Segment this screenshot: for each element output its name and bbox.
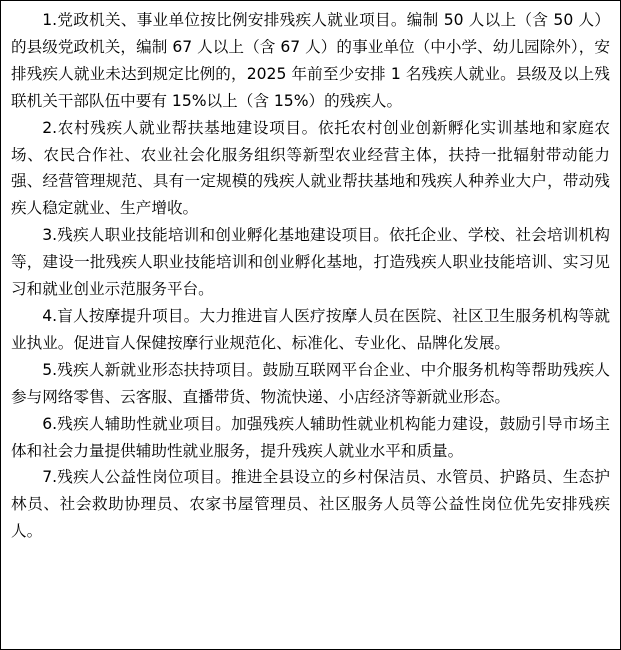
item-4 bbox=[11, 303, 610, 357]
item-number: 7. bbox=[42, 468, 58, 487]
item-body: 加强残疾人辅助性就业机构能力建设，鼓励引导市场主体和社会力量提供辅助性就业服务，提升残疾人就业水平和质量。 bbox=[11, 414, 610, 460]
item-number: 1. bbox=[42, 11, 58, 29]
item-5 bbox=[11, 357, 610, 411]
item-number: 4. bbox=[42, 306, 58, 325]
item-title: 农村残疾人就业帮扶基地建设项目。 bbox=[57, 118, 318, 137]
item-title: 党政机关、事业单位按比例安排残疾人就业项目。 bbox=[57, 11, 407, 29]
item-title: 残疾人新就业形态扶持项目。 bbox=[57, 360, 263, 379]
item-body: 大力推进盲人医疗按摩人员在医院、社区卫生服务机构等就业执业。促进盲人保健按摩行业规范化、标准化、专业化、品牌化发展。 bbox=[11, 306, 610, 352]
item-1 bbox=[11, 7, 610, 115]
item-body: 依托企业、学校、社会培训机构等，建设一批残疾人职业技能培训和创业孵化基地，打造残疾人职业技能培训、实习见习和就业创业示范服务平台。 bbox=[11, 226, 610, 299]
item-body: 推进全县设立的乡村保洁员、水管员、护路员、生态护林员、社会救助协理员、农家书屋管理员、社区服务人员等公益性岗位优先安排残疾人。 bbox=[11, 468, 610, 541]
item-2 bbox=[11, 115, 610, 223]
item-body: 依托农村创业创新孵化实训基地和家庭农场、农民合作社、农业社会化服务组织等新型农业经营主体，扶持一批辐射带动能力强、经营管理规范、具有一定规模的残疾人就业帮扶基地和残疾人种养业大户，带动残疾人稳定就业、生产增收。 bbox=[11, 118, 610, 218]
item-number: 5. bbox=[42, 360, 58, 379]
item-title: 盲人按摩提升项目。 bbox=[57, 306, 200, 325]
item-body: 鼓励互联网平台企业、中介服务机构等帮助残疾人参与网络零售、云客服、直播带货、物流快递、小店经济等新就业形态。 bbox=[11, 360, 610, 406]
item-number: 3. bbox=[42, 226, 58, 245]
item-number: 2. bbox=[42, 118, 58, 137]
item-title: 残疾人辅助性就业项目。 bbox=[57, 414, 232, 433]
item-title: 残疾人职业技能培训和创业孵化基地建设项目。 bbox=[57, 226, 390, 245]
item-7 bbox=[11, 464, 610, 545]
item-number: 6. bbox=[42, 414, 58, 433]
item-body: 编制 50 人以上（含 50 人）的县级党政机关，编制 67 人以上（含 67 人）的事业单位（中小学、幼儿园除外），安排残疾人就业未达到规定比例的，2025 年前至少安排 1 名残疾人就业。县级及以上残联机关干部队伍中要有 15%以上（含 15%）的残疾人。 bbox=[11, 11, 610, 110]
item-6 bbox=[11, 411, 610, 465]
item-title: 残疾人公益性岗位项目。 bbox=[57, 468, 232, 487]
item-3 bbox=[11, 222, 610, 303]
